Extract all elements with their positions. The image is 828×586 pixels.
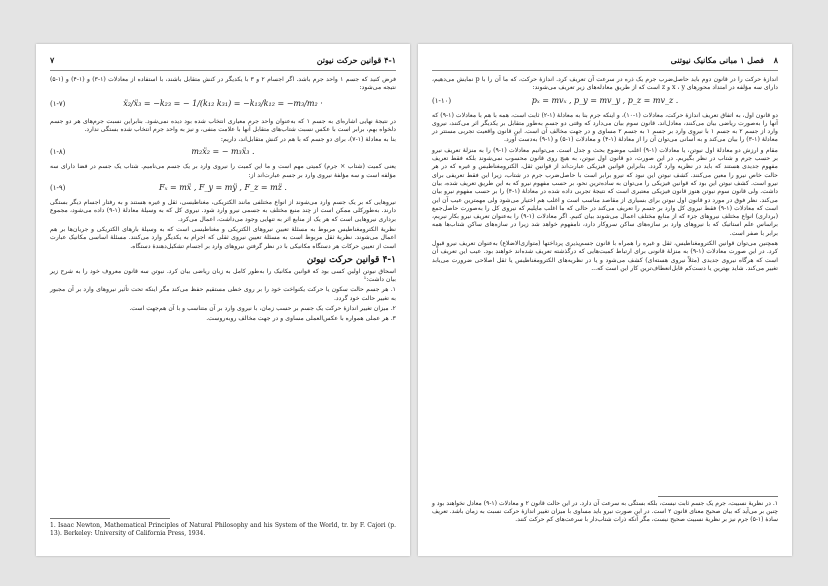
equation-1-7 — [50, 95, 396, 115]
paragraph: مقام و ارزش دو معادلهٔ اول نیوتن، یا معادلات (۱-۹) اغلب موضوع بحث و جدل است. می‌توانیم معادلات (۱-۹) را به منزلهٔ تعریف نیرو بر حسب جرم و شتاب در نظر بگیریم. در این صورت، دو قانون اول نیوتن، به هیچ روی قانون محسوب نمی‌شوند بلکه فقط تعریف مفهوم جدیدی هستند که باید در نظریه وارد گردد. بنابراین قوانین فیزیکی عبارت‌اند از قوانین ثقل، الکترومغناطیس و غیره که در هر حالت خاص نیرو را معین می‌کنند. کشف نیوتن این نبود که نیرو برابر است با حاصل‌ضرب جرم در شتاب، زیرا این فقط تعریفی برای نیرو است. کشف نیوتن این بود که قوانین فیزیکی را می‌توان به ساده‌ترین نحو، بر حسب مفهوم نیرو که به این طریق تعریف شده، بیان داشت. ولی قانون سوم نیوتن هنوز قانون فیزیکی معتبری است که نتیجهٔ تجربی داده شده در معادلهٔ (۱-۴) را بر حسب مفهوم نیرو بیان می‌کند. نظر فوق در مورد دو قانون اول نیوتن برای بسیاری از مقاصد مناسب است و اغلب هم اختیار می‌شود ولی مهمترین عیب آن این است که معادلات (۱-۹) فقط نیروی کل وارد بر جسم را تعریف می‌کند در حالی که ما اغلب مایلیم که نیروی کل را به‌صورت حاصل‌جمع (برداری) انواع مختلف نیروهای جزء که از منابع مختلف اعمال می‌شوند بیان کنیم. اگر معادلات (۱-۹) را به‌عنوان تعریف نیرو بکار نبریم، براساس علم استاتیک که با نیروهای وارد بر سازه‌های ساکن سروکار دارد، نامفهوم خواهد شد زیرا در سازه‌های ساکن شتاب‌ها همه برابر با صفر است. — [432, 146, 778, 237]
book-page-left — [36, 44, 410, 556]
equation-expression: pₓ = mvₓ , p_y = mv_y , p_z = mv_z . — [531, 95, 679, 105]
paragraph: فرض کنید که جسم ۱ واحد جرم باشد. اگر اجسام ۲ و ۳ با یکدیگر در کنش متقابل باشند، با استفاده از معادلات (۱-۳) و (۱-۴) و (۱-۵) نتیجه می‌شود: — [50, 76, 397, 92]
page-header — [432, 54, 778, 71]
equation-1-8 — [50, 146, 396, 160]
running-title: فصل ۱ مبانی مکانیک نیوتنی — [670, 55, 764, 65]
footnote-rule — [50, 518, 170, 519]
section-heading: ۴-۱ قوانین حرکت نیوتن — [306, 254, 396, 265]
paragraph: اسحاق نیوتن اولین کسی بود که قوانین مکانیک را به‌طور کامل به زبان ریاضی بیان کرد. نیوتن سه قانون معروف خود را به شرح زیر بیان داشت:¹ — [50, 267, 396, 284]
footnote-rule — [658, 496, 778, 497]
list-item: ۲. میزان تغییر اندازهٔ حرکت یک جسم بر حسب زمان، با نیروی وارد بر آن متناسب و با آن هم‌جهت است. — [129, 305, 396, 313]
equation-1-10 — [432, 95, 778, 109]
page-body — [432, 76, 778, 275]
page-body — [50, 76, 396, 326]
page-header — [50, 54, 396, 71]
page-number: ۷ — [50, 55, 55, 65]
paragraph: در نتیجهٔ نهایی اشاره‌ای به جسم ۱ که به‌عنوان واحد جرم معیاری انتخاب شده بود دیده نمی‌شود. بنابراین نسبت جرم‌های هر دو جسم دلخواه بهم، برابر است با عکس نسبت شتاب‌های متقابل آنها با علامت منفی، و نیز به واحد جرم انتخاب شده بستگی ندارد. — [50, 117, 396, 133]
list-item: ۱. هر جسم حالت سکون یا حرکت یکنواخت خود را بر روی خطی مستقیم حفظ می‌کند مگر اینکه تحت تأثیر نیروهای وارد بر آن مجبور به تغییر حالت خود گردد. — [50, 286, 396, 302]
equation-number: (۱-۱۰) — [432, 96, 452, 105]
book-page-right — [418, 44, 792, 556]
equation-expression: ẍ₂/ẍ₃ = −k₂₃ = − 1/(k₁₂ k₃₁) = −k₁₃/k₁₂ = −m₃/m₂ · — [123, 98, 323, 108]
equation-number: (۱-۹) — [50, 184, 66, 193]
equation-1-9 — [50, 182, 396, 196]
paragraph: بنا به معادلهٔ (۱-۷)، برای دو جسم که با هم در کنش متقابل‌اند، داریم: — [220, 136, 396, 144]
equation-expression: Fₓ = mẍ , F_y = mÿ , F_z = mz̈ . — [159, 183, 287, 193]
paragraph: همچنین می‌توان قوانین الکترومغناطیس، ثقل و غیره را همراه با قانون جسم‌پذیری پرداختها (متوازی‌الاضلاع) به‌عنوان تعریف نیرو قبول کرد. در این صورت معادلات (۱-۹) به منزلهٔ قانونی برای ارتباط کمیت‌هایی که درگذشته تعریف شده‌اند خواهند بود. عیب این تعریف آن است که هرگاه نیروی جدیدی (مثلاً نیروی هسته‌ای) کشف می‌شود و یا در نظریه‌های الکترومغناطیس یا ثقل اصلاحی ضرورت می‌یابد تغییر می‌کند. شاید بهترین یا دست‌کم قابل‌انعطاف‌ترین کار این است که... — [432, 240, 778, 272]
running-title: ۴-۱ قوانین حرکت نیوتن — [316, 55, 396, 65]
footnote: 1. Isaac Newton, Mathematical Principles of Natural Philosophy and his System of the World, tr. by F. Cajori (p. 13). Berkeley: University of California Press, 1934. — [50, 522, 396, 537]
paragraph: یعنی کمیت (شتاب × جرم) کمیتی مهم است و ما این کمیت را نیروی وارد بر یک جسم می‌نامیم. شتاب یک جسم در فضا دارای سه مؤلفه است و سه مؤلفهٔ نیروی وارد بر جسم عبارت‌اند از: — [50, 163, 396, 179]
footnote: ۱. در نظریهٔ نسبیت، جرم یک جسم ثابت نیست، بلکه بستگی به سرعت آن دارد. در این حالت قانون ۲ و معادلات (۱-۹) معادل نخواهند بود و چنین بر می‌آید که بیان صحیح معنای قانون ۲ است. در این صورت نیرو باید مساوی با میزان تغییر اندازهٔ حرکت نسبت به زمان باشد. تعریف سادهٔ (۱-۵) جرم نیز بر نظریهٔ نسبیت صحیح نیست، مگر آنکه ذرات شتاب‌دار با سرعت‌های کم حرکت کنند. — [432, 500, 779, 523]
paragraph: دو قانون اول، به اتفاق تعریف اندازهٔ حرکت، معادلات (۱-۱۰)، و اینکه جرم بنا به معادلهٔ (۱-۲) ثابت است، همه با هم با معادلات (۱-۹) که آنها را به‌صورت ریاضی بیان می‌کنند، معادل‌اند. قانون سوم بیان می‌دارد که وقتی دو جسم به‌طور متقابل بر یکدیگر اثر می‌کنند، نیروی وارد از جسم ۲ به جسم ۱ با نیروی وارد بر جسم ۱ به جسم ۲ مساوی و در جهت مخالف آن است. این قانون واقعیت تجربی مستتر در معادلهٔ (۱-۳) را بیان می‌کند و به آسانی می‌توان آن را از معادلهٔ (۱-۴) و معادلات (۱-۵) و (۱-۹) به‌دست آورد. — [432, 111, 779, 144]
equation-number: (۱-۸) — [50, 148, 66, 157]
paragraph: اندازهٔ حرکت را در قانون دوم باید حاصل‌ضرب جرم یک ذره در سرعت آن تعریف کرد. اندازهٔ حرکت، که ما آن را با p نمایش می‌دهیم، دارای سه مؤلفه در امتداد محورهای x ، y و z است که از طریق معادله‌های زیر تعریف می‌شوند: — [432, 76, 778, 92]
page-gutter — [410, 44, 418, 556]
equation-number: (۱-۷) — [50, 99, 66, 108]
paragraph: نظریهٔ الکترومغناطیس مربوط به مسئلهٔ تعیین نیروهای الکتریکی و مغناطیسی است که به وسیلهٔ بارهای الکتریکی و جریان‌ها بر هم اعمال می‌شوند. نظریهٔ ثقل مربوط است به مسئلهٔ تعیین نیروی ثقلی که اجرام به یکدیگر وارد می‌کنند. مسئلهٔ اساسی مکانیک عبارت است از تعیین حرکات هر دستگاه مکانیکی با در نظر گرفتن نیروهای وارد بر اجسام تشکیل‌دهندهٔ دستگاه. — [50, 225, 396, 250]
paragraph: نیروهایی که بر یک جسم وارد می‌شوند از انواع مختلفی مانند الکتریکی، مغناطیسی، ثقل و غیره هستند و به رفتار اجسام دیگر بستگی دارند. به‌طورکلی ممکن است از چند منبع مختلف به جسمی نیرو وارد شود. نیروی کل که به وسیلهٔ معادلهٔ (۱-۹) داده می‌شود، مجموع برداری نیروهایی است که هر یک از منابع اثر به تنهایی وجود می‌داشت، اعمال می‌کرد. — [50, 199, 396, 223]
list-item: ۳. هر عملی همواره با عکس‌العملی مساوی و در جهت مخالف روبه‌روست. — [206, 315, 396, 323]
equation-expression: m₂ẍ₂ = − m₃ẍ₃ . — [191, 147, 255, 157]
page-number: ۸ — [773, 55, 778, 65]
